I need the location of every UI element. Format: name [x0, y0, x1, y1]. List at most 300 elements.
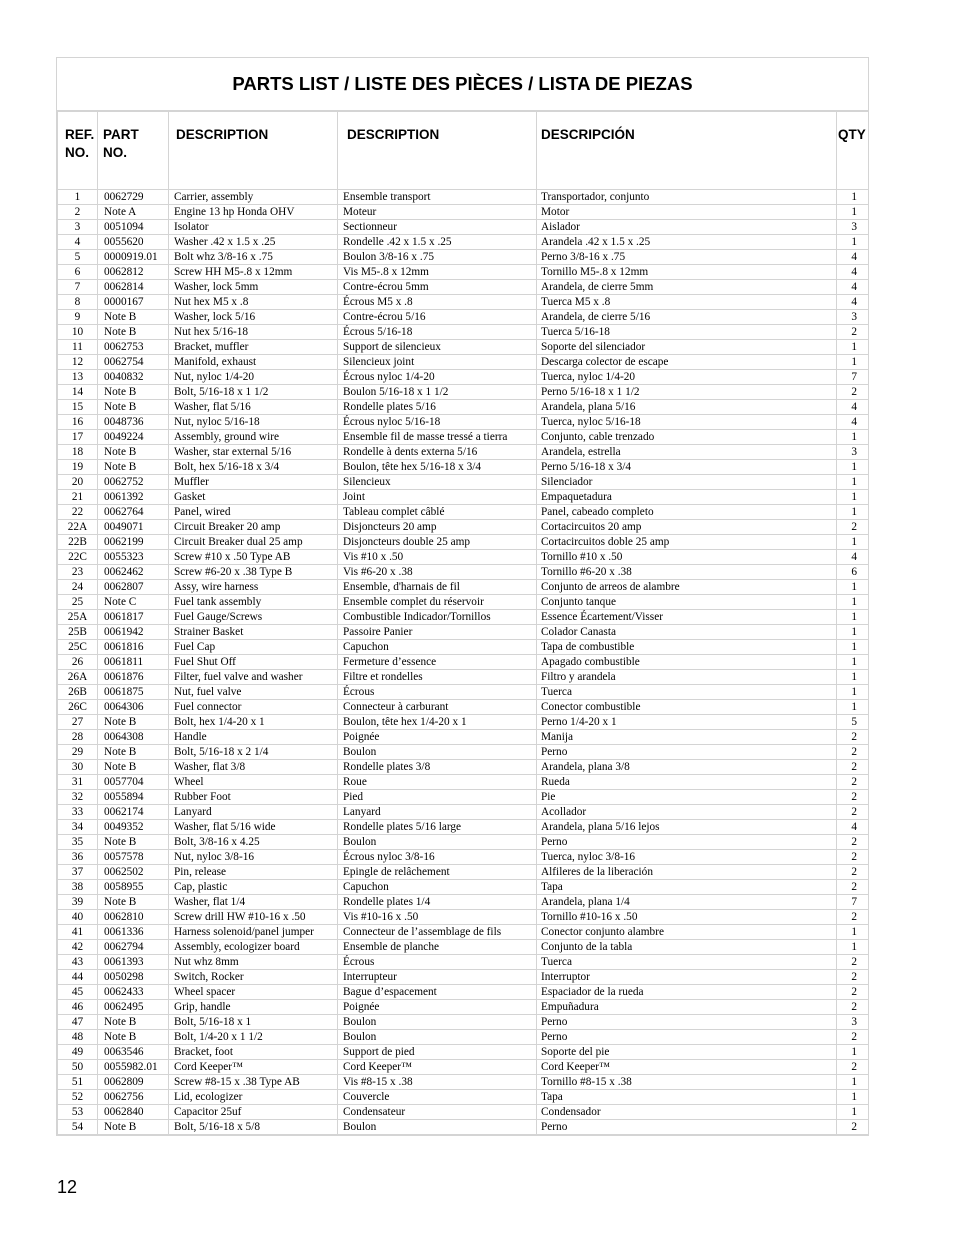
description-es-cell: Empuñadura — [537, 1000, 837, 1015]
description-es-cell: Soporte del silenciador — [537, 340, 837, 355]
description-en-cell: Cap, plastic — [169, 880, 338, 895]
part-no-cell: 0000167 — [98, 295, 169, 310]
qty-cell: 2 — [837, 1120, 869, 1135]
table-row — [58, 385, 869, 400]
header-ref-no: REF. NO. — [58, 112, 98, 190]
description-es-cell: Tuerca M5 x .8 — [537, 295, 837, 310]
part-no-cell: Note B — [98, 310, 169, 325]
part-no-cell: Note B — [98, 895, 169, 910]
qty-cell: 3 — [837, 445, 869, 460]
qty-cell: 3 — [837, 310, 869, 325]
qty-cell: 1 — [837, 430, 869, 445]
description-fr-cell: Epingle de relâchement — [338, 865, 537, 880]
ref-no-cell: 10 — [58, 325, 98, 340]
description-en-cell: Bolt, 5/16-18 x 5/8 — [169, 1120, 338, 1135]
description-en-cell: Pin, release — [169, 865, 338, 880]
part-no-cell: Note B — [98, 1120, 169, 1135]
description-en-cell: Screw drill HW #10-16 x .50 — [169, 910, 338, 925]
qty-cell: 1 — [837, 535, 869, 550]
ref-no-cell: 24 — [58, 580, 98, 595]
table-row — [58, 970, 869, 985]
qty-cell: 1 — [837, 490, 869, 505]
description-es-cell: Cord Keeper™ — [537, 1060, 837, 1075]
description-es-cell: Perno — [537, 745, 837, 760]
qty-cell: 1 — [837, 625, 869, 640]
part-no-cell: 0051094 — [98, 220, 169, 235]
qty-cell: 4 — [837, 550, 869, 565]
table-row — [58, 1015, 869, 1030]
ref-no-cell: 41 — [58, 925, 98, 940]
description-fr-cell: Passoire Panier — [338, 625, 537, 640]
table-row — [58, 400, 869, 415]
description-fr-cell: Roue — [338, 775, 537, 790]
table-row — [58, 655, 869, 670]
table-row — [58, 610, 869, 625]
part-no-cell: 0048736 — [98, 415, 169, 430]
qty-cell: 1 — [837, 640, 869, 655]
ref-no-cell: 39 — [58, 895, 98, 910]
description-en-cell: Engine 13 hp Honda OHV — [169, 205, 338, 220]
description-en-cell: Washer, lock 5/16 — [169, 310, 338, 325]
description-es-cell: Perno — [537, 1120, 837, 1135]
description-en-cell: Panel, wired — [169, 505, 338, 520]
part-no-cell: Note B — [98, 835, 169, 850]
part-no-cell: Note B — [98, 760, 169, 775]
description-fr-cell: Ensemble, d'harnais de fil — [338, 580, 537, 595]
table-row — [58, 625, 869, 640]
qty-cell: 2 — [837, 775, 869, 790]
ref-no-cell: 25A — [58, 610, 98, 625]
description-es-cell: Rueda — [537, 775, 837, 790]
ref-no-cell: 13 — [58, 370, 98, 385]
table-row — [58, 925, 869, 940]
qty-cell: 6 — [837, 565, 869, 580]
description-es-cell: Interruptor — [537, 970, 837, 985]
description-es-cell: Tornillo #8-15 x .38 — [537, 1075, 837, 1090]
description-es-cell: Perno — [537, 1015, 837, 1030]
description-en-cell: Grip, handle — [169, 1000, 338, 1015]
description-es-cell: Arandela, estrella — [537, 445, 837, 460]
table-row — [58, 280, 869, 295]
description-es-cell: Motor — [537, 205, 837, 220]
description-en-cell: Nut hex M5 x .8 — [169, 295, 338, 310]
part-no-cell: 0062753 — [98, 340, 169, 355]
description-fr-cell: Ensemble complet du réservoir — [338, 595, 537, 610]
description-fr-cell: Vis #10-16 x .50 — [338, 910, 537, 925]
table-row — [58, 1090, 869, 1105]
qty-cell: 2 — [837, 805, 869, 820]
description-es-cell: Silenciador — [537, 475, 837, 490]
table-row — [58, 505, 869, 520]
description-es-cell: Perno 5/16-18 x 1 1/2 — [537, 385, 837, 400]
table-row — [58, 805, 869, 820]
table-row — [58, 340, 869, 355]
description-es-cell: Arandela, plana 1/4 — [537, 895, 837, 910]
part-no-cell: 0061816 — [98, 640, 169, 655]
description-en-cell: Cord Keeper™ — [169, 1060, 338, 1075]
description-fr-cell: Rondelle plates 5/16 large — [338, 820, 537, 835]
description-fr-cell: Joint — [338, 490, 537, 505]
qty-cell: 1 — [837, 670, 869, 685]
part-no-cell: 0000919.01 — [98, 250, 169, 265]
header-qty: QTY — [837, 112, 869, 190]
ref-no-cell: 6 — [58, 265, 98, 280]
description-en-cell: Washer .42 x 1.5 x .25 — [169, 235, 338, 250]
description-fr-cell: Rondelle plates 3/8 — [338, 760, 537, 775]
ref-no-cell: 9 — [58, 310, 98, 325]
description-fr-cell: Moteur — [338, 205, 537, 220]
description-en-cell: Bolt, 3/8-16 x 4.25 — [169, 835, 338, 850]
description-fr-cell: Rondelle plates 5/16 — [338, 400, 537, 415]
ref-no-cell: 19 — [58, 460, 98, 475]
description-en-cell: Screw #8-15 x .38 Type AB — [169, 1075, 338, 1090]
description-fr-cell: Boulon — [338, 1120, 537, 1135]
description-es-cell: Filtro y arandela — [537, 670, 837, 685]
table-row — [58, 190, 869, 205]
ref-no-cell: 38 — [58, 880, 98, 895]
ref-no-cell: 33 — [58, 805, 98, 820]
table-row — [58, 355, 869, 370]
table-row — [58, 730, 869, 745]
description-en-cell: Washer, flat 1/4 — [169, 895, 338, 910]
description-en-cell: Assembly, ecologizer board — [169, 940, 338, 955]
part-no-cell: 0061942 — [98, 625, 169, 640]
description-es-cell: Perno — [537, 1030, 837, 1045]
part-no-cell: 0049224 — [98, 430, 169, 445]
description-es-cell: Condensador — [537, 1105, 837, 1120]
header-part-no: PART NO. — [98, 112, 169, 190]
part-no-cell: 0064308 — [98, 730, 169, 745]
table-row — [58, 490, 869, 505]
table-row — [58, 1060, 869, 1075]
qty-cell: 3 — [837, 220, 869, 235]
qty-cell: 1 — [837, 1105, 869, 1120]
description-es-cell: Conjunto, cable trenzado — [537, 430, 837, 445]
qty-cell: 1 — [837, 595, 869, 610]
table-row — [58, 550, 869, 565]
description-fr-cell: Ensemble transport — [338, 190, 537, 205]
description-en-cell: Washer, flat 3/8 — [169, 760, 338, 775]
table-row — [58, 985, 869, 1000]
part-no-cell: 0062840 — [98, 1105, 169, 1120]
description-fr-cell: Capuchon — [338, 880, 537, 895]
part-no-cell: 0061811 — [98, 655, 169, 670]
qty-cell: 2 — [837, 880, 869, 895]
ref-no-cell: 51 — [58, 1075, 98, 1090]
description-fr-cell: Écrous — [338, 955, 537, 970]
ref-no-cell: 8 — [58, 295, 98, 310]
part-no-cell: Note B — [98, 385, 169, 400]
description-fr-cell: Vis #8-15 x .38 — [338, 1075, 537, 1090]
description-en-cell: Washer, lock 5mm — [169, 280, 338, 295]
description-en-cell: Capacitor 25uf — [169, 1105, 338, 1120]
description-en-cell: Nut hex 5/16-18 — [169, 325, 338, 340]
description-es-cell: Alfileres de la liberación — [537, 865, 837, 880]
table-row — [58, 595, 869, 610]
qty-cell: 7 — [837, 895, 869, 910]
ref-no-cell: 3 — [58, 220, 98, 235]
description-fr-cell: Écrous nyloc 5/16-18 — [338, 415, 537, 430]
description-en-cell: Wheel spacer — [169, 985, 338, 1000]
qty-cell: 1 — [837, 355, 869, 370]
qty-cell: 2 — [837, 955, 869, 970]
ref-no-cell: 15 — [58, 400, 98, 415]
description-fr-cell: Rondelle plates 1/4 — [338, 895, 537, 910]
part-no-cell: 0058955 — [98, 880, 169, 895]
part-no-cell: Note B — [98, 445, 169, 460]
description-fr-cell: Silencieux — [338, 475, 537, 490]
qty-cell: 2 — [837, 985, 869, 1000]
table-row — [58, 520, 869, 535]
part-no-cell: 0062809 — [98, 1075, 169, 1090]
table-row — [58, 535, 869, 550]
description-fr-cell: Rondelle à dents externa 5/16 — [338, 445, 537, 460]
part-no-cell: Note B — [98, 460, 169, 475]
ref-no-cell: 16 — [58, 415, 98, 430]
qty-cell: 1 — [837, 610, 869, 625]
part-no-cell: 0062729 — [98, 190, 169, 205]
part-no-cell: 0061393 — [98, 955, 169, 970]
table-row — [58, 235, 869, 250]
qty-cell: 1 — [837, 655, 869, 670]
description-en-cell: Circuit Breaker 20 amp — [169, 520, 338, 535]
description-es-cell: Perno 1/4-20 x 1 — [537, 715, 837, 730]
table-row — [58, 565, 869, 580]
description-es-cell: Tuerca 5/16-18 — [537, 325, 837, 340]
table-row — [58, 580, 869, 595]
ref-no-cell: 22A — [58, 520, 98, 535]
ref-no-cell: 29 — [58, 745, 98, 760]
description-fr-cell: Sectionneur — [338, 220, 537, 235]
description-es-cell: Conector conjunto alambre — [537, 925, 837, 940]
ref-no-cell: 48 — [58, 1030, 98, 1045]
ref-no-cell: 26C — [58, 700, 98, 715]
description-en-cell: Nut, nyloc 1/4-20 — [169, 370, 338, 385]
part-no-cell: 0049352 — [98, 820, 169, 835]
ref-no-cell: 36 — [58, 850, 98, 865]
part-no-cell: 0061875 — [98, 685, 169, 700]
ref-no-cell: 53 — [58, 1105, 98, 1120]
ref-no-cell: 12 — [58, 355, 98, 370]
ref-no-cell: 26 — [58, 655, 98, 670]
qty-cell: 4 — [837, 415, 869, 430]
part-no-cell: Note A — [98, 205, 169, 220]
qty-cell: 2 — [837, 910, 869, 925]
ref-no-cell: 22B — [58, 535, 98, 550]
description-en-cell: Lanyard — [169, 805, 338, 820]
part-no-cell: 0062199 — [98, 535, 169, 550]
ref-no-cell: 23 — [58, 565, 98, 580]
table-row — [58, 940, 869, 955]
part-no-cell: 0055894 — [98, 790, 169, 805]
description-es-cell: Perno 3/8-16 x .75 — [537, 250, 837, 265]
table-row — [58, 760, 869, 775]
part-no-cell: 0062814 — [98, 280, 169, 295]
part-no-cell: 0062502 — [98, 865, 169, 880]
description-fr-cell: Support de pied — [338, 1045, 537, 1060]
description-fr-cell: Poignée — [338, 1000, 537, 1015]
table-row — [58, 850, 869, 865]
description-es-cell: Descarga colector de escape — [537, 355, 837, 370]
description-fr-cell: Boulon 3/8-16 x .75 — [338, 250, 537, 265]
part-no-cell: 0062812 — [98, 265, 169, 280]
description-es-cell: Tuerca, nyloc 1/4-20 — [537, 370, 837, 385]
description-fr-cell: Écrous 5/16-18 — [338, 325, 537, 340]
ref-no-cell: 1 — [58, 190, 98, 205]
ref-no-cell: 28 — [58, 730, 98, 745]
ref-no-cell: 17 — [58, 430, 98, 445]
qty-cell: 2 — [837, 865, 869, 880]
ref-no-cell: 27 — [58, 715, 98, 730]
description-es-cell: Soporte del pie — [537, 1045, 837, 1060]
qty-cell: 2 — [837, 385, 869, 400]
description-es-cell: Essence Écartement/Visser — [537, 610, 837, 625]
qty-cell: 1 — [837, 235, 869, 250]
description-en-cell: Manifold, exhaust — [169, 355, 338, 370]
qty-cell: 2 — [837, 1060, 869, 1075]
qty-cell: 1 — [837, 685, 869, 700]
table-row — [58, 1120, 869, 1135]
description-fr-cell: Écrous nyloc 1/4-20 — [338, 370, 537, 385]
part-no-cell: 0049071 — [98, 520, 169, 535]
part-no-cell: 0061876 — [98, 670, 169, 685]
parts-table — [57, 111, 869, 1135]
qty-cell: 7 — [837, 370, 869, 385]
part-no-cell: Note B — [98, 715, 169, 730]
description-es-cell: Cortacircuitos 20 amp — [537, 520, 837, 535]
part-no-cell: 0062756 — [98, 1090, 169, 1105]
description-en-cell: Wheel — [169, 775, 338, 790]
description-en-cell: Nut, nyloc 3/8-16 — [169, 850, 338, 865]
ref-no-cell: 52 — [58, 1090, 98, 1105]
header-description-fr: DESCRIPTION — [338, 112, 537, 190]
description-es-cell: Arandela, plana 5/16 lejos — [537, 820, 837, 835]
ref-no-cell: 18 — [58, 445, 98, 460]
description-fr-cell: Boulon, tête hex 5/16-18 x 3/4 — [338, 460, 537, 475]
ref-no-cell: 49 — [58, 1045, 98, 1060]
qty-cell: 1 — [837, 190, 869, 205]
part-no-cell: 0062810 — [98, 910, 169, 925]
part-no-cell: 0062764 — [98, 505, 169, 520]
description-es-cell: Conector combustible — [537, 700, 837, 715]
description-en-cell: Bolt, 5/16-18 x 1 — [169, 1015, 338, 1030]
description-fr-cell: Filtre et rondelles — [338, 670, 537, 685]
ref-no-cell: 46 — [58, 1000, 98, 1015]
description-fr-cell: Écrous nyloc 3/8-16 — [338, 850, 537, 865]
description-en-cell: Filter, fuel valve and washer — [169, 670, 338, 685]
description-es-cell: Tornillo #10 x .50 — [537, 550, 837, 565]
ref-no-cell: 35 — [58, 835, 98, 850]
description-en-cell: Circuit Breaker dual 25 amp — [169, 535, 338, 550]
table-row — [58, 790, 869, 805]
qty-cell: 4 — [837, 400, 869, 415]
table-row — [58, 460, 869, 475]
description-en-cell: Lid, ecologizer — [169, 1090, 338, 1105]
description-es-cell: Perno 5/16-18 x 3/4 — [537, 460, 837, 475]
description-es-cell: Colador Canasta — [537, 625, 837, 640]
parts-table-body — [58, 190, 869, 1135]
description-fr-cell: Rondelle .42 x 1.5 x .25 — [338, 235, 537, 250]
table-row — [58, 445, 869, 460]
part-no-cell: 0063546 — [98, 1045, 169, 1060]
description-es-cell: Aislador — [537, 220, 837, 235]
qty-cell: 2 — [837, 835, 869, 850]
description-en-cell: Screw HH M5-.8 x 12mm — [169, 265, 338, 280]
part-no-cell: Note C — [98, 595, 169, 610]
table-row — [58, 370, 869, 385]
description-es-cell: Tornillo #10-16 x .50 — [537, 910, 837, 925]
qty-cell: 2 — [837, 760, 869, 775]
description-es-cell: Cortacircuitos doble 25 amp — [537, 535, 837, 550]
description-en-cell: Bracket, foot — [169, 1045, 338, 1060]
description-fr-cell: Disjoncteurs 20 amp — [338, 520, 537, 535]
description-en-cell: Nut whz 8mm — [169, 955, 338, 970]
description-fr-cell: Ensemble fil de masse tressé a tierra — [338, 430, 537, 445]
qty-cell: 1 — [837, 700, 869, 715]
description-en-cell: Bolt, hex 1/4-20 x 1 — [169, 715, 338, 730]
ref-no-cell: 20 — [58, 475, 98, 490]
table-row — [58, 865, 869, 880]
ref-no-cell: 54 — [58, 1120, 98, 1135]
description-es-cell: Tapa de combustible — [537, 640, 837, 655]
part-no-cell: 0050298 — [98, 970, 169, 985]
ref-no-cell: 42 — [58, 940, 98, 955]
description-es-cell: Conjunto de arreos de alambre — [537, 580, 837, 595]
part-no-cell: 0057578 — [98, 850, 169, 865]
ref-no-cell: 2 — [58, 205, 98, 220]
description-en-cell: Rubber Foot — [169, 790, 338, 805]
title-box — [57, 58, 868, 111]
description-fr-cell: Fermeture d’essence — [338, 655, 537, 670]
part-no-cell: Note B — [98, 1030, 169, 1045]
qty-cell: 1 — [837, 460, 869, 475]
description-en-cell: Carrier, assembly — [169, 190, 338, 205]
ref-no-cell: 7 — [58, 280, 98, 295]
ref-no-cell: 22 — [58, 505, 98, 520]
table-row — [58, 1000, 869, 1015]
ref-no-cell: 4 — [58, 235, 98, 250]
description-es-cell: Arandela, plana 5/16 — [537, 400, 837, 415]
table-row — [58, 415, 869, 430]
description-es-cell: Manija — [537, 730, 837, 745]
description-en-cell: Fuel connector — [169, 700, 338, 715]
description-fr-cell: Vis M5-.8 x 12mm — [338, 265, 537, 280]
description-en-cell: Nut, fuel valve — [169, 685, 338, 700]
ref-no-cell: 25 — [58, 595, 98, 610]
description-es-cell: Arandela, de cierre 5mm — [537, 280, 837, 295]
description-fr-cell: Boulon 5/16-18 x 1 1/2 — [338, 385, 537, 400]
description-en-cell: Isolator — [169, 220, 338, 235]
ref-no-cell: 32 — [58, 790, 98, 805]
part-no-cell: 0055982.01 — [98, 1060, 169, 1075]
description-en-cell: Muffler — [169, 475, 338, 490]
qty-cell: 2 — [837, 790, 869, 805]
part-no-cell: 0061336 — [98, 925, 169, 940]
qty-cell: 1 — [837, 1045, 869, 1060]
description-es-cell: Apagado combustible — [537, 655, 837, 670]
qty-cell: 1 — [837, 925, 869, 940]
description-en-cell: Bolt, 5/16-18 x 2 1/4 — [169, 745, 338, 760]
qty-cell: 2 — [837, 1030, 869, 1045]
ref-no-cell: 50 — [58, 1060, 98, 1075]
qty-cell: 5 — [837, 715, 869, 730]
description-en-cell: Harness solenoid/panel jumper — [169, 925, 338, 940]
ref-no-cell: 45 — [58, 985, 98, 1000]
part-no-cell: 0062462 — [98, 565, 169, 580]
description-en-cell: Bolt, 5/16-18 x 1 1/2 — [169, 385, 338, 400]
table-row — [58, 205, 869, 220]
table-row — [58, 955, 869, 970]
